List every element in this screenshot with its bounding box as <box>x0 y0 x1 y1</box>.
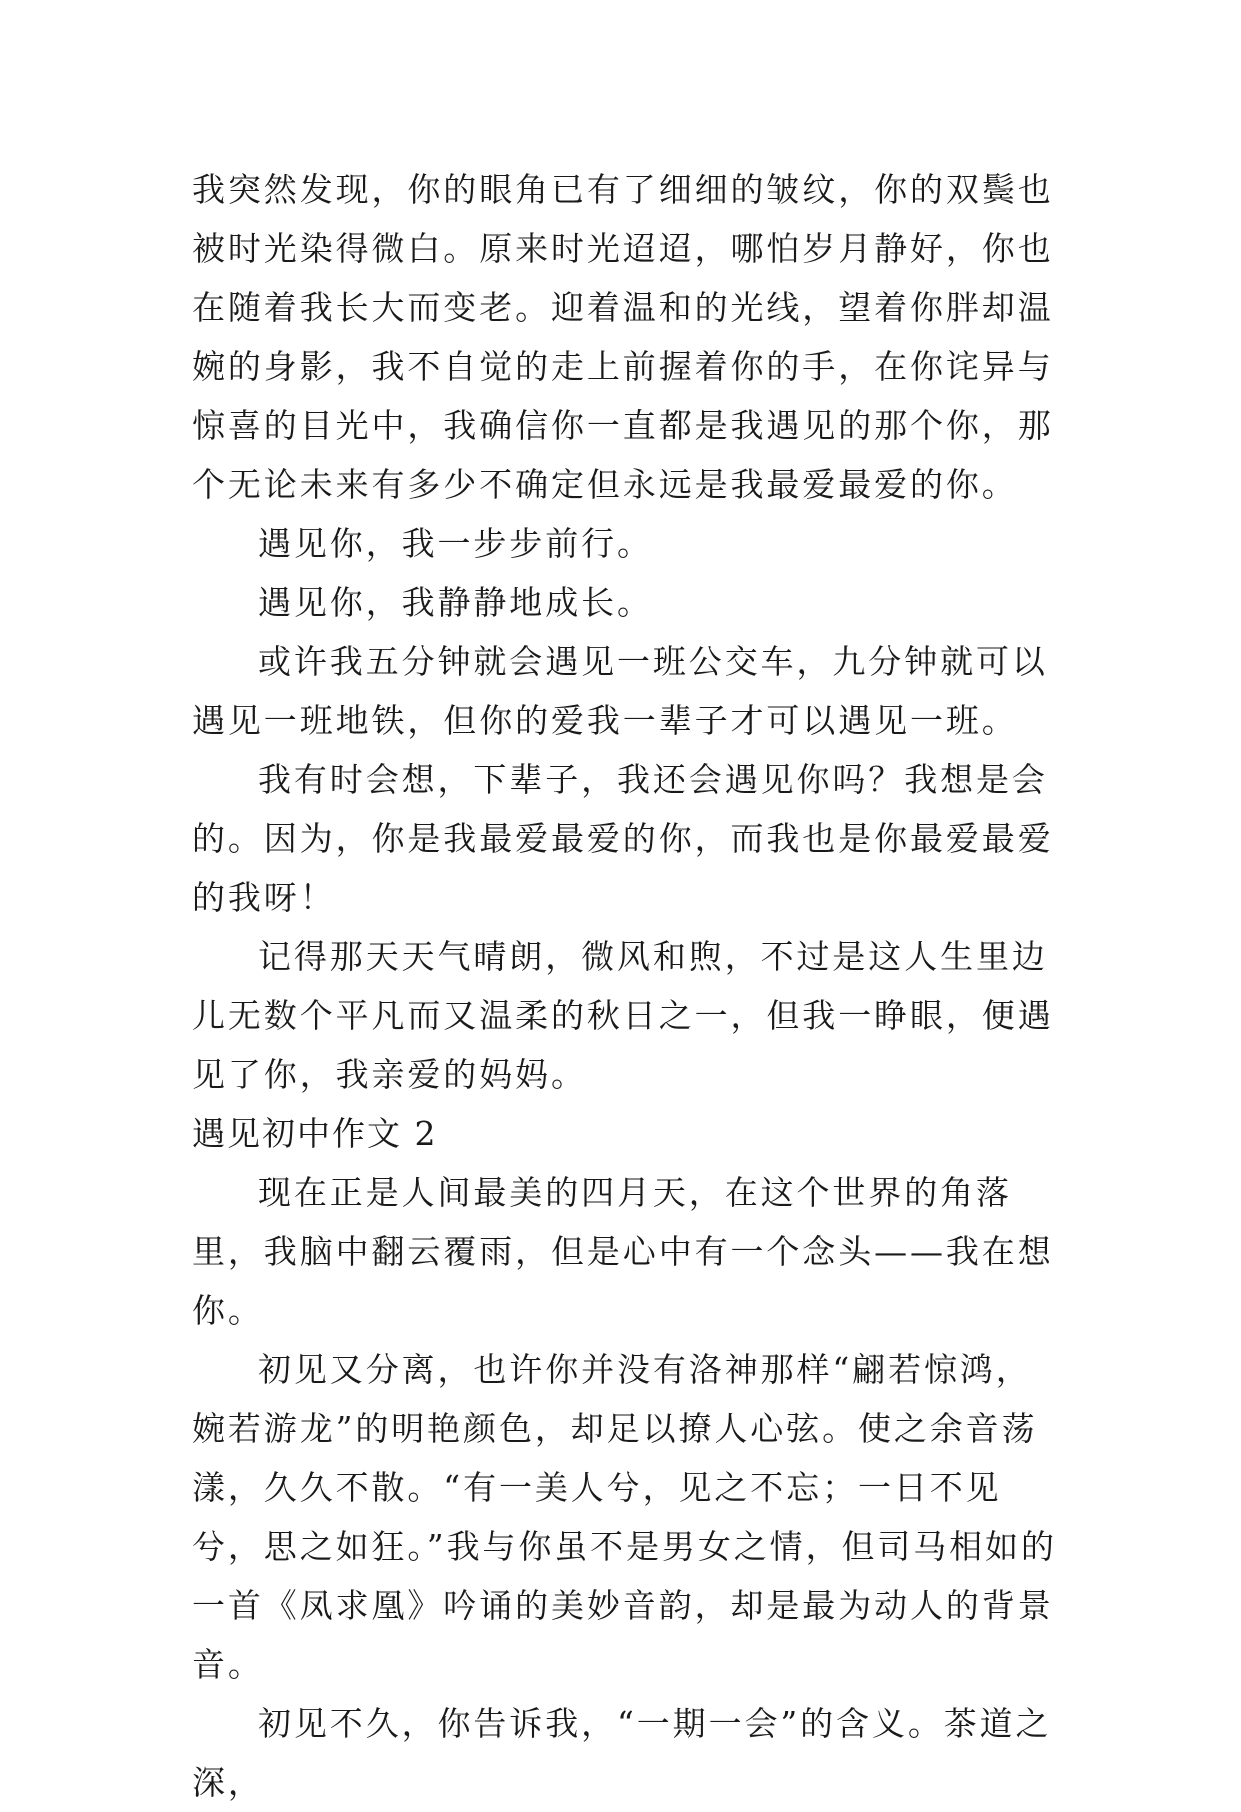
paragraph-9: 初见不久，你告诉我，“一期一会”的含义。茶道之深， <box>192 1704 1052 1802</box>
section-heading: 遇见初中作文 2 <box>192 1114 438 1153</box>
document-body <box>192 160 1064 1812</box>
paragraph-6: 记得那天天气晴朗，微风和煦，不过是这人生里边儿无数个平凡而又温柔的秋日之一，但我一睁眼，便遇见了你，我亲爱的妈妈。 <box>192 937 1054 1094</box>
paragraph-2: 遇见你，我一步步前行。 <box>258 524 653 563</box>
paragraph-1: 我突然发现，你的眼角已有了细细的皱纹，你的双鬓也被时光染得微白。原来时光迢迢，哪怕岁月静好，你也在随着我长大而变老。迎着温和的光线，望着你胖却温婉的身影，我不自觉的走上前握着你的手，在你诧异与惊喜的目光中，我确信你一直都是我遇见的那个你，那个无论未来有多少不确定但永远是我最爱最爱的你。 <box>192 170 1054 504</box>
paragraph-5: 我有时会想，下辈子，我还会遇见你吗？我想是会的。因为，你是我最爱最爱的你，而我也是你最爱最爱的我呀！ <box>192 760 1054 917</box>
paragraph-7: 现在正是人间最美的四月天，在这个世界的角落里，我脑中翻云覆雨，但是心中有一个念头——我在想你。 <box>192 1173 1054 1330</box>
paragraph-4: 或许我五分钟就会遇见一班公交车，九分钟就可以遇见一班地铁，但你的爱我一辈子才可以遇见一班。 <box>192 642 1048 740</box>
paragraph-3: 遇见你，我静静地成长。 <box>258 583 653 622</box>
paragraph-8: 初见又分离，也许你并没有洛神那样“翩若惊鸿，婉若游龙”的明艳颜色，却足以撩人心弦。使之余音荡漾，久久不散。“有一美人兮，见之不忘；一日不见兮，思之如狂。”我与你虽不是男女之情，但司马相如的一首《凤求凰》吟诵的美妙音韵，却是最为动人的背景音。 <box>192 1350 1057 1684</box>
